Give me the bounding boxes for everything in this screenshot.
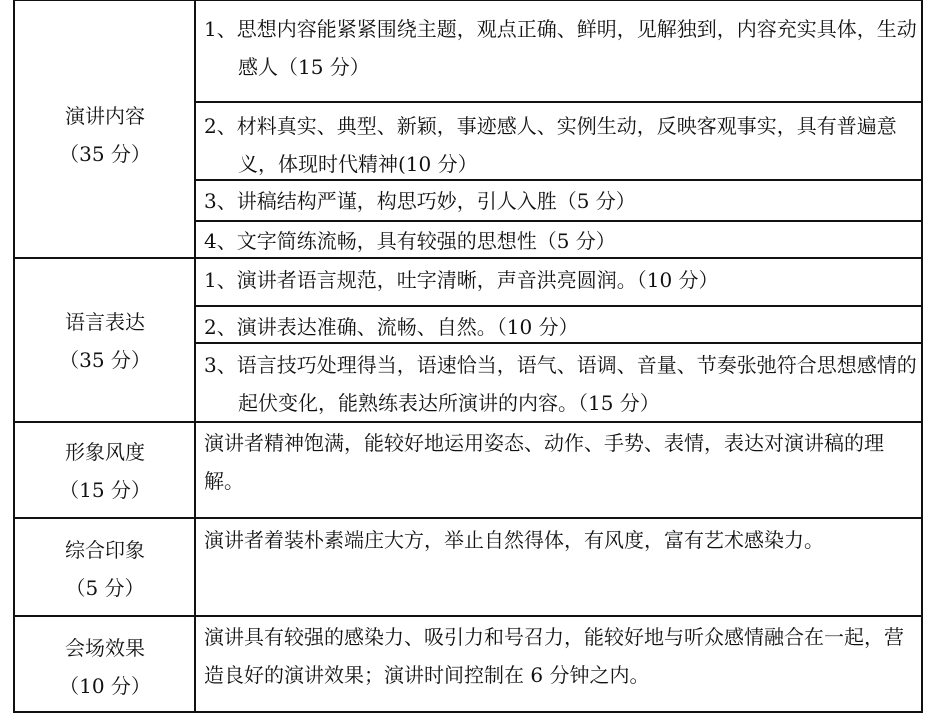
category-language bbox=[14, 303, 196, 379]
sub-row-divider bbox=[194, 101, 923, 103]
sub-row-divider bbox=[194, 305, 923, 307]
row-divider bbox=[13, 615, 923, 617]
category-score: （35 分） bbox=[59, 348, 151, 372]
table-bottom-border bbox=[13, 711, 923, 713]
category-name: 形象风度 bbox=[65, 440, 145, 464]
criterion-language-3: 3、语言技巧处理得当，语速恰当，语气、语调、音量、节奏张弛符合思想感情的起伏变化，能熟练表达所演讲的内容。（15 分） bbox=[204, 353, 917, 415]
criterion-language-2: 2、演讲表达准确、流畅、自然。（10 分） bbox=[204, 315, 579, 339]
criterion-content-3: 3、讲稿结构严谨，构思巧妙，引人入胜（5 分） bbox=[204, 189, 636, 213]
category-name: 演讲内容 bbox=[65, 104, 145, 128]
category-score: （35 分） bbox=[59, 142, 151, 166]
category-score: （10 分） bbox=[59, 674, 151, 698]
criterion-impression: 演讲者着装朴素端庄大方，举止自然得体，有风度，富有艺术感染力。 bbox=[204, 528, 824, 552]
category-name: 会场效果 bbox=[65, 636, 145, 660]
category-impression bbox=[14, 531, 196, 607]
criterion-content-4: 4、文字简练流畅，具有较强的思想性（5 分） bbox=[204, 229, 616, 253]
criterion-content-1: 1、思想内容能紧紧围绕主题，观点正确、鲜明，见解独到，内容充实具体，生动感人（15 分） bbox=[204, 17, 917, 79]
category-score: （15 分） bbox=[59, 478, 151, 502]
criterion-effect: 演讲具有较强的感染力、吸引力和号召力，能较好地与听众感情融合在一起，营造良好的演讲效果；演讲时间控制在 6 分钟之内。 bbox=[204, 625, 904, 687]
category-content bbox=[14, 97, 196, 173]
criterion-language-1: 1、演讲者语言规范，吐字清晰，声音洪亮圆润。（10 分） bbox=[204, 268, 719, 292]
criterion-image: 演讲者精神饱满，能较好地运用姿态、动作、手势、表情，表达对演讲稿的理解。 bbox=[204, 431, 884, 493]
row-divider bbox=[13, 517, 923, 519]
category-name: 综合印象 bbox=[65, 538, 145, 562]
table-top-border bbox=[13, 0, 923, 1]
category-score: （5 分） bbox=[65, 576, 145, 600]
criterion-content-2: 2、材料真实、典型、新颖，事迹感人、实例生动，反映客观事实，具有普遍意义，体现时代精神(10 分） bbox=[204, 114, 897, 176]
category-effect bbox=[14, 629, 196, 705]
category-name: 语言表达 bbox=[65, 310, 145, 334]
category-image bbox=[14, 433, 196, 509]
